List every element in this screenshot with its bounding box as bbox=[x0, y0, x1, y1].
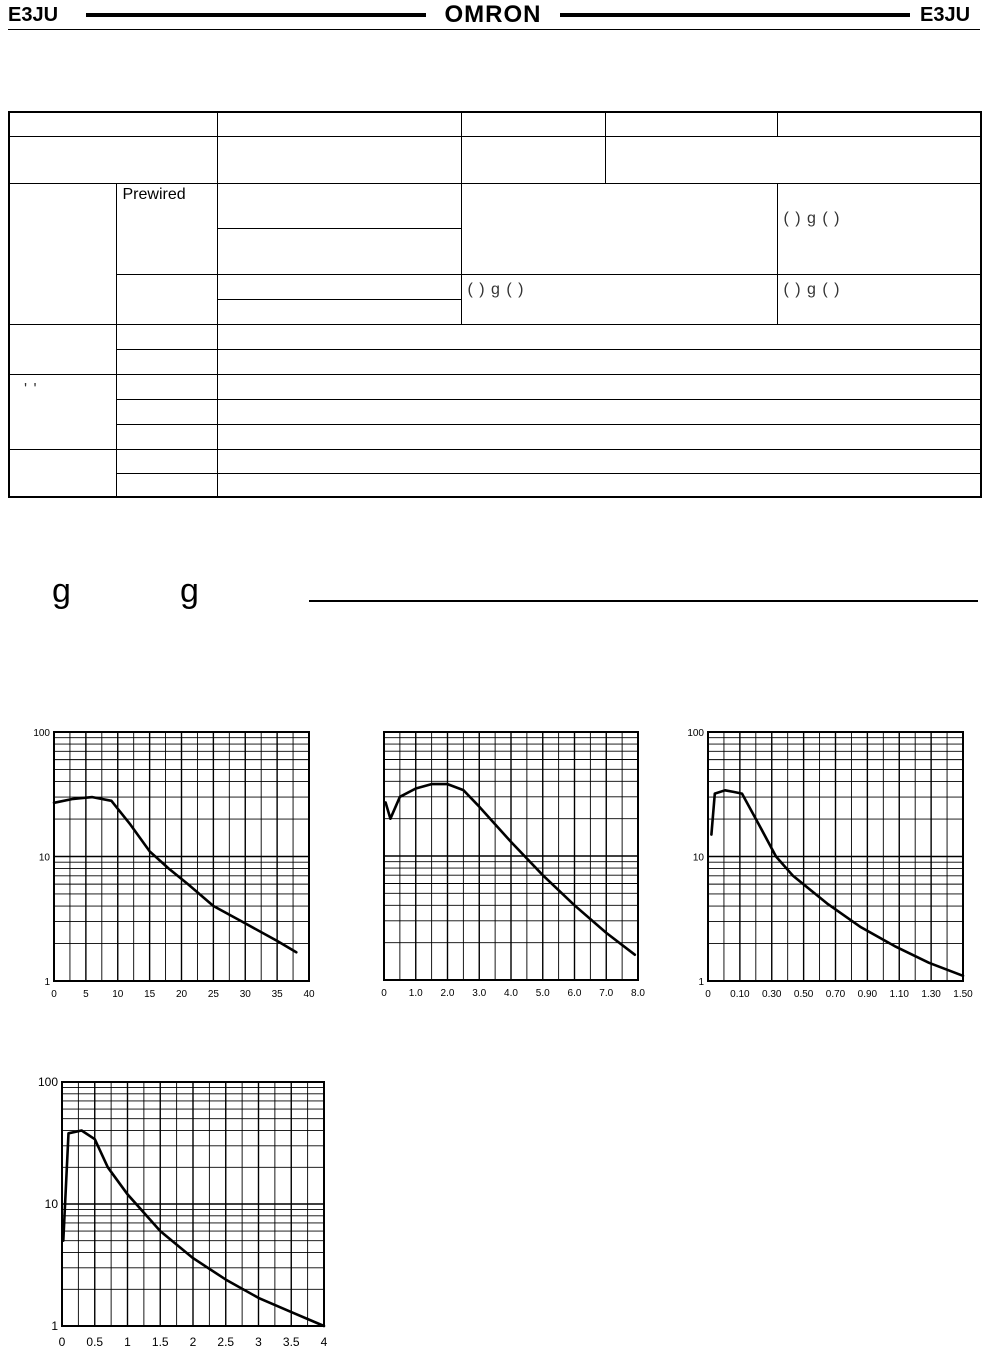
table-row bbox=[9, 349, 981, 374]
table-row bbox=[9, 399, 981, 424]
y-tick-label: 1 bbox=[51, 1319, 58, 1333]
header-right-rule bbox=[560, 13, 910, 17]
x-tick-label: 4.0 bbox=[504, 988, 518, 999]
series-curve bbox=[54, 797, 296, 952]
omron-logo: OMRON bbox=[444, 1, 542, 28]
header-underline bbox=[8, 29, 980, 30]
series-curve bbox=[386, 784, 635, 955]
series-curve bbox=[711, 790, 963, 976]
x-tick-label: 2 bbox=[189, 1335, 197, 1349]
x-tick-label: 0 bbox=[51, 989, 57, 1000]
x-tick-label: 1 bbox=[124, 1335, 131, 1349]
x-tick-label: 1.0 bbox=[408, 988, 423, 999]
table-row bbox=[9, 424, 981, 449]
chart-grid bbox=[708, 732, 963, 981]
x-tick-label: 7.0 bbox=[599, 988, 614, 999]
table-row bbox=[9, 183, 981, 228]
header-right-code: E3JU bbox=[920, 4, 971, 26]
y-tick-label: 100 bbox=[687, 728, 704, 739]
table-row bbox=[9, 473, 981, 497]
table-row bbox=[9, 374, 981, 399]
x-tick-label: 0.70 bbox=[825, 989, 846, 1000]
x-tick-label: 8.0 bbox=[631, 988, 645, 999]
header-left-code: E3JU bbox=[8, 4, 59, 26]
x-tick-label: 1.50 bbox=[953, 989, 973, 1000]
x-tick-label: 3.0 bbox=[472, 988, 487, 999]
chart-3 bbox=[684, 724, 979, 1004]
section-rule bbox=[309, 600, 978, 602]
chart-4 bbox=[28, 1072, 333, 1362]
chart-1 bbox=[28, 724, 323, 1004]
chart-grid bbox=[54, 732, 309, 981]
y-tick-label: 100 bbox=[33, 728, 50, 739]
x-tick-label: 5 bbox=[83, 989, 89, 1000]
x-tick-label: 20 bbox=[175, 989, 188, 1000]
x-tick-label: 35 bbox=[271, 989, 283, 1000]
chart-2 bbox=[358, 724, 653, 1004]
x-tick-label: 5.0 bbox=[535, 988, 550, 999]
x-tick-label: 0 bbox=[381, 988, 387, 999]
prewired-label: Prewired bbox=[116, 183, 217, 274]
y-tick-label: 1 bbox=[44, 977, 50, 988]
x-tick-label: 1.30 bbox=[921, 989, 941, 1000]
section-glyph-1: g bbox=[52, 572, 71, 610]
faint-text: ( ) g ( ) bbox=[461, 274, 777, 324]
x-tick-label: 2.0 bbox=[440, 988, 455, 999]
faint-text: ( ) g ( ) bbox=[777, 274, 981, 324]
x-tick-label: 3.5 bbox=[282, 1335, 300, 1349]
x-tick-label: 2.5 bbox=[217, 1335, 235, 1349]
y-tick-label: 10 bbox=[692, 852, 704, 864]
x-tick-label: 1.5 bbox=[151, 1335, 169, 1349]
x-tick-label: 4 bbox=[320, 1335, 328, 1349]
x-tick-label: 0.5 bbox=[86, 1335, 104, 1349]
x-tick-label: 40 bbox=[303, 989, 315, 1000]
chart-grid bbox=[384, 732, 638, 980]
faint-text: ' ' bbox=[9, 374, 116, 449]
x-tick-label: 6.0 bbox=[567, 988, 582, 999]
x-tick-label: 0.10 bbox=[730, 989, 750, 1000]
y-tick-label: 100 bbox=[37, 1075, 58, 1089]
y-tick-label: 10 bbox=[38, 852, 50, 864]
x-tick-label: 0.50 bbox=[793, 989, 814, 1000]
x-tick-label: 30 bbox=[239, 989, 251, 1000]
x-tick-label: 25 bbox=[207, 989, 219, 1000]
x-tick-label: 1.10 bbox=[889, 989, 909, 1000]
table-row bbox=[9, 274, 981, 299]
y-tick-label: 1 bbox=[698, 977, 704, 988]
table-row bbox=[9, 449, 981, 473]
x-tick-label: 0.30 bbox=[762, 989, 782, 1000]
table-row bbox=[9, 136, 981, 183]
section-glyph-2: g bbox=[180, 572, 199, 610]
x-tick-label: 0 bbox=[705, 989, 711, 1000]
x-tick-label: 3 bbox=[255, 1335, 262, 1349]
x-tick-label: 15 bbox=[144, 989, 156, 1000]
table-row bbox=[9, 112, 981, 136]
x-tick-label: 0 bbox=[58, 1335, 66, 1349]
chart-grid bbox=[62, 1082, 324, 1326]
x-tick-label: 0.90 bbox=[857, 989, 878, 1000]
header-left-rule bbox=[86, 13, 426, 17]
table-row bbox=[9, 324, 981, 349]
y-tick-label: 10 bbox=[44, 1197, 58, 1211]
specification-table bbox=[8, 111, 982, 498]
faint-text: ( ) g ( ) bbox=[777, 183, 981, 274]
x-tick-label: 10 bbox=[112, 989, 124, 1000]
